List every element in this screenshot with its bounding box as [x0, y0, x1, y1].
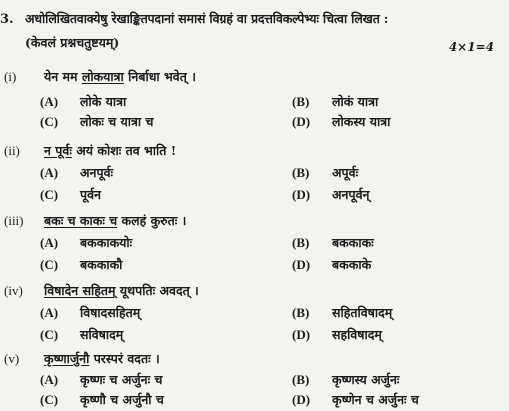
subquestion-number: (i): [4, 69, 17, 84]
option-text: कृष्णस्य अर्जुनः: [332, 372, 400, 387]
option-text: सहितविषादम्: [332, 305, 393, 320]
option-text: विषादसहितम्: [80, 305, 141, 320]
option-b: [292, 371, 399, 388]
option-text: अपूर्वः: [332, 165, 359, 180]
option-c: [40, 256, 122, 273]
option-text: कृष्णेन च अर्जुनः च: [332, 392, 419, 407]
option-label: (B): [292, 94, 310, 109]
underlined-phrase: विषादेन सहितम्: [44, 283, 116, 298]
subquestion-2: [4, 142, 176, 159]
option-text: बककाके: [332, 257, 372, 272]
option-label: (C): [40, 187, 59, 202]
option-d: [292, 326, 382, 343]
instruction-line-2: (केवलं प्रश्नचतुष्टयम्): [25, 35, 120, 50]
underlined-phrase: कृष्णार्जुनौ: [44, 351, 90, 366]
option-text: पूर्वन: [80, 187, 101, 202]
stem-post: अयं कोशः तव भाति !: [71, 143, 177, 158]
option-text: लोकस्य यात्रा: [332, 114, 391, 129]
option-text: अनपूर्वः: [80, 165, 114, 180]
option-text: सहविषादम्: [332, 327, 382, 342]
option-text: अनपूर्वन्: [332, 187, 370, 202]
subquestion-number: (iii): [4, 213, 24, 228]
subquestion-number: (iv): [4, 283, 23, 298]
option-label: (C): [40, 257, 59, 272]
option-label: (D): [292, 327, 311, 342]
underlined-phrase: लोकयात्रा: [81, 69, 124, 84]
stem-post: निर्बाधा भवेत् ।: [123, 69, 196, 84]
option-label: (C): [40, 327, 59, 342]
option-text: कृष्णौ च अर्जुनौ च: [80, 392, 164, 407]
option-d: [292, 113, 390, 130]
option-label: (D): [292, 114, 311, 129]
subquestion-5: [4, 350, 160, 367]
question-number: 3.: [0, 12, 14, 27]
option-b: [292, 93, 378, 110]
stem-post: परस्परं वदतः ।: [89, 351, 160, 366]
stem-post: यूथपतिः अवदत् ।: [115, 283, 199, 298]
stem-pre: येन मम: [44, 69, 82, 84]
option-text: कृष्णः च अर्जुनः च: [80, 372, 163, 387]
option-label: (A): [40, 372, 59, 387]
subquestion-4: [4, 282, 199, 299]
option-b: [292, 234, 374, 251]
option-d: [292, 391, 419, 408]
option-text: बककाकः: [332, 235, 374, 250]
option-d: [292, 186, 369, 203]
option-label: (A): [40, 165, 59, 180]
option-label: (B): [292, 305, 310, 320]
option-label: (C): [40, 114, 59, 129]
marks-label: 4×1=4: [448, 40, 494, 54]
instruction-line-1: अधोलिखितवाक्येषु रेखाङ्कितपदानां समासं विग्रहं वा प्रदत्तविकल्पेभ्यः चित्वा लिखत :: [25, 11, 389, 26]
stem-post: कलहं कुरुतः ।: [117, 213, 187, 228]
option-label: (A): [40, 305, 59, 320]
option-label: (A): [40, 235, 59, 250]
option-text: लोके यात्रा: [80, 94, 127, 109]
option-label: (C): [40, 392, 59, 407]
option-b: [292, 164, 358, 181]
option-c: [40, 391, 164, 408]
option-label: (B): [292, 165, 310, 180]
option-text: लोकं यात्रा: [332, 94, 379, 109]
option-text: लोकः च यात्रा च: [80, 114, 154, 129]
option-b: [292, 304, 392, 321]
subquestion-1: [4, 68, 196, 85]
option-label: (D): [292, 257, 311, 272]
option-a: [40, 234, 132, 251]
subquestion-number: (ii): [4, 143, 20, 158]
option-label: (B): [292, 235, 310, 250]
option-text: सविषादम्: [80, 327, 124, 342]
option-label: (D): [292, 187, 311, 202]
option-label: (D): [292, 392, 311, 407]
option-c: [40, 113, 153, 130]
option-label: (B): [292, 372, 310, 387]
option-text: बककाकौ: [80, 257, 123, 272]
underlined-phrase: बकः च काकः च: [44, 213, 118, 228]
option-c: [40, 326, 123, 343]
option-label: (A): [40, 94, 59, 109]
subquestion-3: [4, 212, 186, 229]
underlined-phrase: न पूर्वः: [44, 143, 72, 158]
option-a: [40, 164, 113, 181]
subquestion-number: (v): [4, 351, 20, 366]
option-d: [292, 256, 371, 273]
option-a: [40, 371, 162, 388]
option-c: [40, 186, 101, 203]
option-a: [40, 93, 126, 110]
option-text: बककाकयोः: [80, 235, 133, 250]
option-a: [40, 304, 140, 321]
